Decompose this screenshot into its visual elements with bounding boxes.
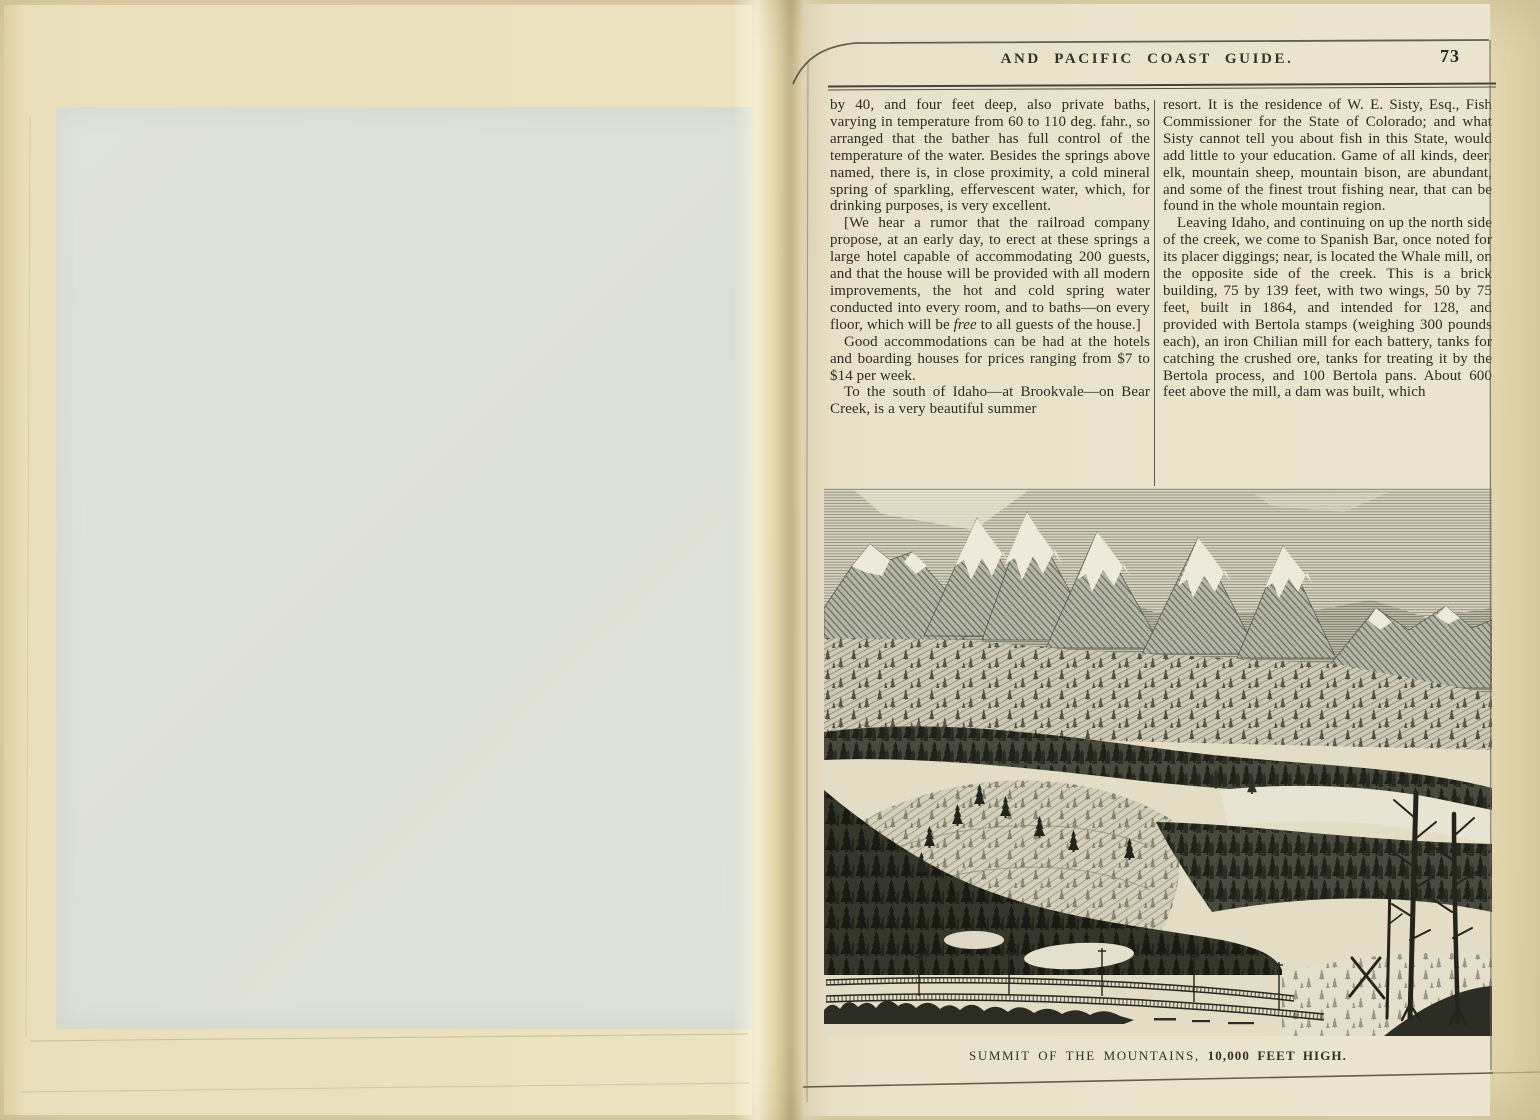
- foot-rule-extension: [1493, 1072, 1540, 1073]
- caption-text: SUMMIT OF THE MOUNTAINS,: [969, 1048, 1208, 1063]
- paragraph: resort. It is the residence of W. E. Sisty, Esq., Fish Commissioner for the State of Colorado; and what Sisty cannot tell you about fish in this State, would add little to your education. Game of all kinds, deer, elk, mountain sheep, mountain bison, are abundant, and some of the finest trout fishing near, that can be found in the whole mountain region.: [1163, 97, 1492, 215]
- paragraph: Leaving Idaho, and continuing on up the north side of the creek, we come to Spanish Bar, once noted for its placer diggings; near, is located the Whale mill, on the opposite side of the creek. This is a brick building, 75 by 139 feet, with two wings, 50 by 75 feet, built in 1864, and intended for 128, and provided with Bertola stamps (weighing 300 pounds each), an iron Chilian mill for each battery, tanks for catching the crushed ore, tanks for treating it by the Bertola process, and 100 Bertola pans. About 600 feet above the mill, a dam was built, which: [1163, 215, 1492, 401]
- paragraph: [830, 215, 1150, 333]
- mountain-engraving: [824, 488, 1492, 1036]
- paragraph: by 40, and four feet deep, also private baths, varying in temperature from 60 to 110 deg. fahr., so arranged that the bather has full control of the temperature of the water. Besides the springs above named, there is, in close proximity, a cold mineral spring of sparkling, effervescent water, which, for drinking purposes, is very excellent.: [830, 97, 1150, 215]
- column-divider-rule: [1154, 100, 1155, 486]
- paragraph: To the south of Idaho—at Brookvale—on Bear Creek, is a very beautiful summer: [830, 384, 1150, 418]
- running-head-title: AND PACIFIC COAST GUIDE.: [1000, 51, 1294, 67]
- italic-word: free: [953, 316, 977, 333]
- header-double-rule: [828, 83, 1496, 91]
- text-column-right: [1163, 97, 1492, 401]
- paragraph: Good accommodations can be had at the hotels and boarding houses for prices ranging from $7 to $14 per week.: [830, 333, 1150, 384]
- left-blank-page: [4, 5, 752, 1115]
- paragraph-text: to all guests of the house.]: [976, 316, 1141, 333]
- engraving-caption: [828, 1048, 1488, 1064]
- blank-page-tint-area: [56, 107, 752, 1029]
- caption-emphasis: 10,000 FEET HIGH.: [1207, 1048, 1347, 1063]
- page-number: 73: [1440, 46, 1460, 66]
- paragraph-text: [We hear a rumor that the railroad company propose, at an early day, to erect at these springs a large hotel capable of accommodating 200 guests, and that the house will be provided with all modern improvements, the hot and cold spring water conducted into every room, and to baths—on every floor, which will be: [830, 215, 1150, 333]
- text-column-left: [830, 97, 1150, 418]
- right-printed-page: [803, 4, 1490, 1116]
